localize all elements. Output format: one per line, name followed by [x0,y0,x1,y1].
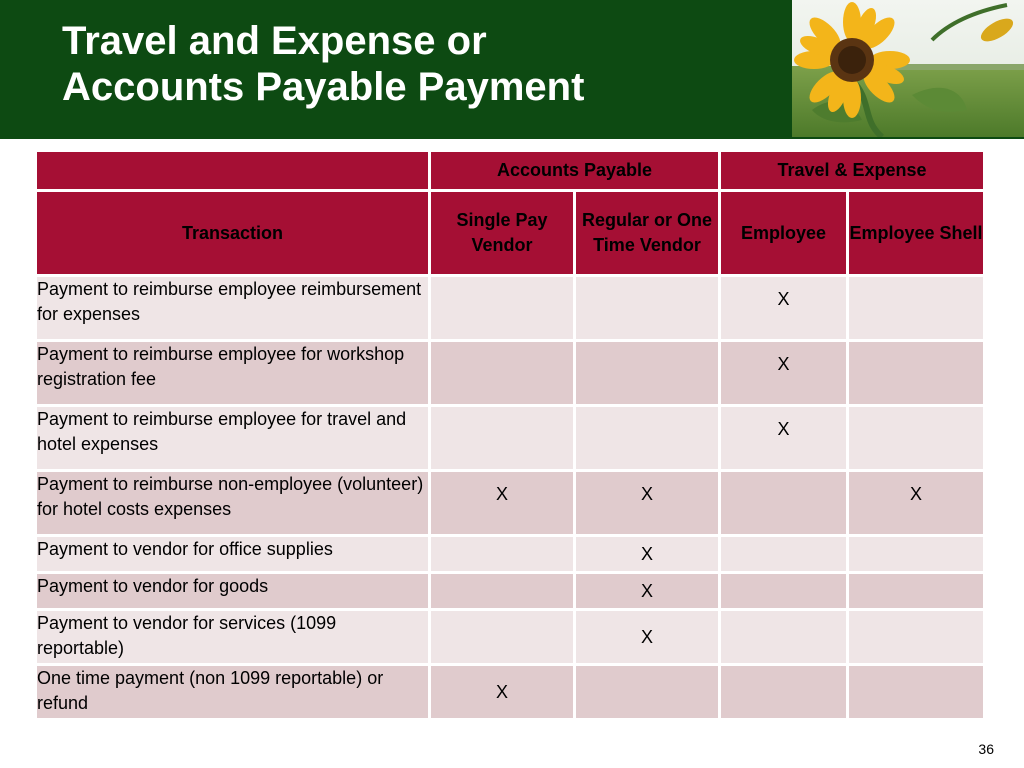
employee-cell: X [720,276,848,341]
single-pay-cell [430,406,575,471]
employee-header: Employee [720,191,848,276]
single-pay-cell: X [430,471,575,536]
single-pay-cell: X [430,665,575,720]
employee-cell: X [720,406,848,471]
page-number: 36 [978,741,994,757]
transaction-cell: Payment to reimburse employee for travel and hotel expenses [36,406,430,471]
regular-vendor-cell [575,276,720,341]
table-row [36,665,985,720]
payment-type-table [34,149,986,721]
employee-shell-header: Employee Shell [848,191,985,276]
employee-shell-cell: X [848,471,985,536]
sunflower-photo [792,0,1024,137]
regular-vendor-cell: X [575,610,720,665]
transaction-cell: Payment to vendor for services (1099 reportable) [36,610,430,665]
table-row [36,610,985,665]
regular-vendor-cell: X [575,536,720,573]
transaction-cell: Payment to reimburse non-employee (volunteer) for hotel costs expenses [36,471,430,536]
employee-shell-cell [848,406,985,471]
employee-cell [720,536,848,573]
single-pay-cell [430,536,575,573]
blank-header-cell [36,151,430,191]
single-pay-cell [430,610,575,665]
employee-shell-cell [848,536,985,573]
transaction-cell: Payment to vendor for goods [36,573,430,610]
slide-title-line-1: Travel and Expense or [62,19,487,63]
single-pay-vendor-header: Single Pay Vendor [430,191,575,276]
table-row [36,406,985,471]
column-header-row [36,191,985,276]
employee-cell [720,665,848,720]
employee-shell-cell [848,573,985,610]
regular-vendor-cell: X [575,573,720,610]
employee-shell-cell [848,610,985,665]
slide-title [62,18,584,110]
employee-shell-cell [848,341,985,406]
regular-vendor-cell [575,665,720,720]
transaction-header: Transaction [36,191,430,276]
employee-cell [720,610,848,665]
single-pay-cell [430,276,575,341]
transaction-cell: Payment to reimburse employee for workshop registration fee [36,341,430,406]
slide-title-line-2: Accounts Payable Payment [62,65,585,109]
regular-vendor-cell [575,341,720,406]
group-header-row [36,151,985,191]
travel-expense-header: Travel & Expense [720,151,985,191]
employee-cell: X [720,341,848,406]
transaction-cell: Payment to reimburse employee reimbursement for expenses [36,276,430,341]
regular-one-time-vendor-header: Regular or One Time Vendor [575,191,720,276]
regular-vendor-cell [575,406,720,471]
table-row [36,471,985,536]
single-pay-cell [430,573,575,610]
employee-cell [720,573,848,610]
employee-shell-cell [848,276,985,341]
title-banner [0,0,1024,139]
table-row [36,341,985,406]
accounts-payable-header: Accounts Payable [430,151,720,191]
table-row [36,276,985,341]
table-row [36,573,985,610]
regular-vendor-cell: X [575,471,720,536]
transaction-cell: Payment to vendor for office supplies [36,536,430,573]
employee-cell [720,471,848,536]
single-pay-cell [430,341,575,406]
employee-shell-cell [848,665,985,720]
table-row [36,536,985,573]
transaction-cell: One time payment (non 1099 reportable) or refund [36,665,430,720]
